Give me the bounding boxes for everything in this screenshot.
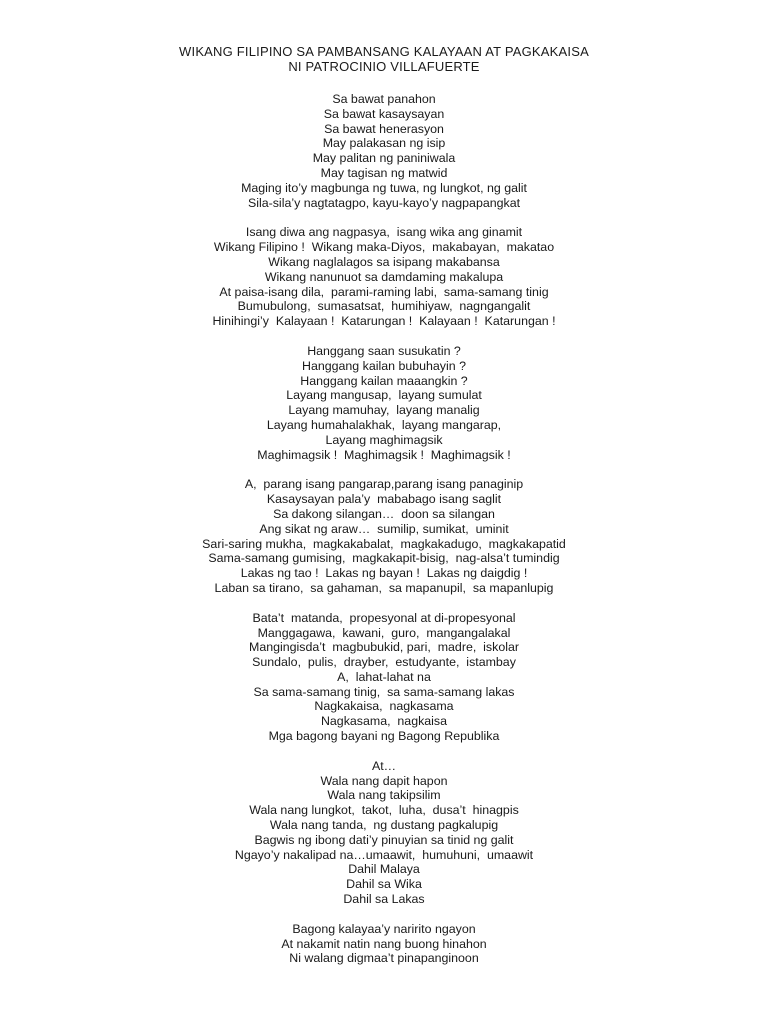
verse-line: Dahil Malaya: [348, 862, 420, 877]
verse-line: Maging ito’y magbunga ng tuwa, ng lungkot, ng galit: [241, 180, 527, 195]
verse-line: Layang maghimagsik: [325, 432, 443, 447]
verse-line: Mangingisda’t magbubukid, pari, madre, iskolar: [249, 640, 519, 655]
verse-line: Ang sikat ng araw… sumilip, sumikat, uminit: [259, 521, 509, 536]
stanza-6: [0, 759, 768, 907]
verse-line: Wala nang lungkot, takot, luha, dusa’t hinagpis: [249, 803, 519, 818]
verse-line: Nagkakaisa, nagkasama: [314, 699, 454, 714]
verse-line: Hanggang saan susukatin ?: [307, 343, 461, 358]
verse-line: Sa bawat panahon: [332, 92, 436, 106]
stanza-4: [0, 477, 768, 595]
poem-author: NI PATROCINIO VILLAFUERTE: [288, 59, 480, 74]
stanza-7: [0, 922, 768, 966]
verse-line: Sa dakong silangan… doon sa silangan: [273, 506, 495, 521]
verse-line: Ngayo’y nakalipad na…umaawit, humuhuni, umaawit: [234, 847, 534, 862]
poem-title: WIKANG FILIPINO SA PAMBANSANG KALAYAAN AT PAGKAKAISA: [179, 44, 589, 59]
document-page: [0, 44, 768, 966]
stanza-5: [0, 611, 768, 744]
verse-line: A, parang isang pangarap,parang isang panaginip: [244, 477, 524, 492]
verse-line: Bagong kalayaa’y naririto ngayon: [292, 921, 476, 936]
verse-line: Laban sa tirano, sa gahaman, sa mapanupil, sa mapanlupig: [214, 580, 554, 595]
verse-line: Layang mangusap, layang sumulat: [286, 388, 482, 403]
verse-line: Wala nang tanda, ng dustang pagkalupig: [269, 818, 499, 833]
verse-line: Sama-samang gumising, magkakapit-bisig, nag-alsa’t tumindig: [208, 551, 560, 566]
verse-line: Bata’t matanda, propesyonal at di-propesyonal: [252, 610, 516, 625]
verse-line: Mga bagong bayani ng Bagong Republika: [268, 729, 500, 744]
verse-line: Maghimagsik ! Maghimagsik ! Maghimagsik !: [257, 447, 511, 462]
verse-line: Hanggang kailan bubuhayin ?: [302, 358, 466, 373]
verse-line: Sa sama-samang tinig, sa sama-samang lakas: [253, 684, 515, 699]
verse-line: May palakasan ng isip: [322, 136, 446, 151]
stanza-1: [0, 92, 768, 210]
verse-line: At paisa-isang dila, parami-raming labi, sama-samang tinig: [219, 284, 549, 299]
verse-line: Layang mamuhay, layang manalig: [288, 403, 480, 418]
verse-line: Layang humahalakhak, layang mangarap,: [266, 417, 502, 432]
verse-line: Dahil sa Wika: [346, 877, 422, 892]
verse-line: Lakas ng tao ! Lakas ng bayan ! Lakas ng daigdig !: [240, 566, 528, 581]
poem-header: [0, 44, 768, 74]
verse-line: Wikang Filipino ! Wikang maka-Diyos, makabayan, makatao: [213, 240, 555, 255]
verse-line: Wala nang dapit hapon: [320, 773, 448, 788]
verse-line: May tagisan ng matwid: [320, 165, 448, 180]
verse-line: Wala nang takipsilim: [327, 788, 441, 803]
verse-line: Hinihingi’y Kalayaan ! Katarungan ! Kalayaan ! Katarungan !: [212, 314, 556, 329]
verse-line: Isang diwa ang nagpasya, isang wika ang ginamit: [245, 225, 523, 240]
verse-line: Hanggang kailan maaangkin ?: [300, 373, 468, 388]
verse-line: Ni walang digmaa’t pinapanginoon: [289, 951, 479, 966]
verse-line: Wikang nanunuot sa damdaming makalupa: [264, 269, 504, 284]
verse-line: At…: [371, 758, 397, 773]
verse-line: Kasaysayan pala’y mababago isang saglit: [266, 492, 502, 507]
verse-line: Manggagawa, kawani, guro, mangangalakal: [257, 625, 511, 640]
verse-line: Sundalo, pulis, drayber, estudyante, istambay: [252, 655, 516, 670]
verse-line: Bumubulong, sumasatsat, humihiyaw, nagngangalit: [237, 299, 531, 314]
verse-line: A, lahat-lahat na: [337, 669, 431, 684]
poem-body: [0, 92, 768, 966]
stanza-3: [0, 344, 768, 462]
verse-line: Sila-sila’y nagtatagpo, kayu-kayo’y nagpapangkat: [247, 195, 521, 210]
verse-line: At nakamit natin nang buong hinahon: [281, 936, 487, 951]
verse-line: Wikang naglalagos sa isipang makabansa: [268, 254, 500, 269]
verse-line: Bagwis ng ibong dati’y pinuyian sa tinid ng galit: [254, 832, 514, 847]
verse-line: Nagkasama, nagkaisa: [320, 714, 448, 729]
stanza-2: [0, 225, 768, 329]
verse-line: Sa bawat henerasyon: [324, 121, 444, 136]
verse-line: May palitan ng paniniwala: [312, 151, 456, 166]
verse-line: Sa bawat kasaysayan: [323, 106, 445, 121]
verse-line: Dahil sa Lakas: [343, 892, 425, 907]
verse-line: Sari-saring mukha, magkakabalat, magkakadugo, magkakapatid: [202, 536, 566, 551]
